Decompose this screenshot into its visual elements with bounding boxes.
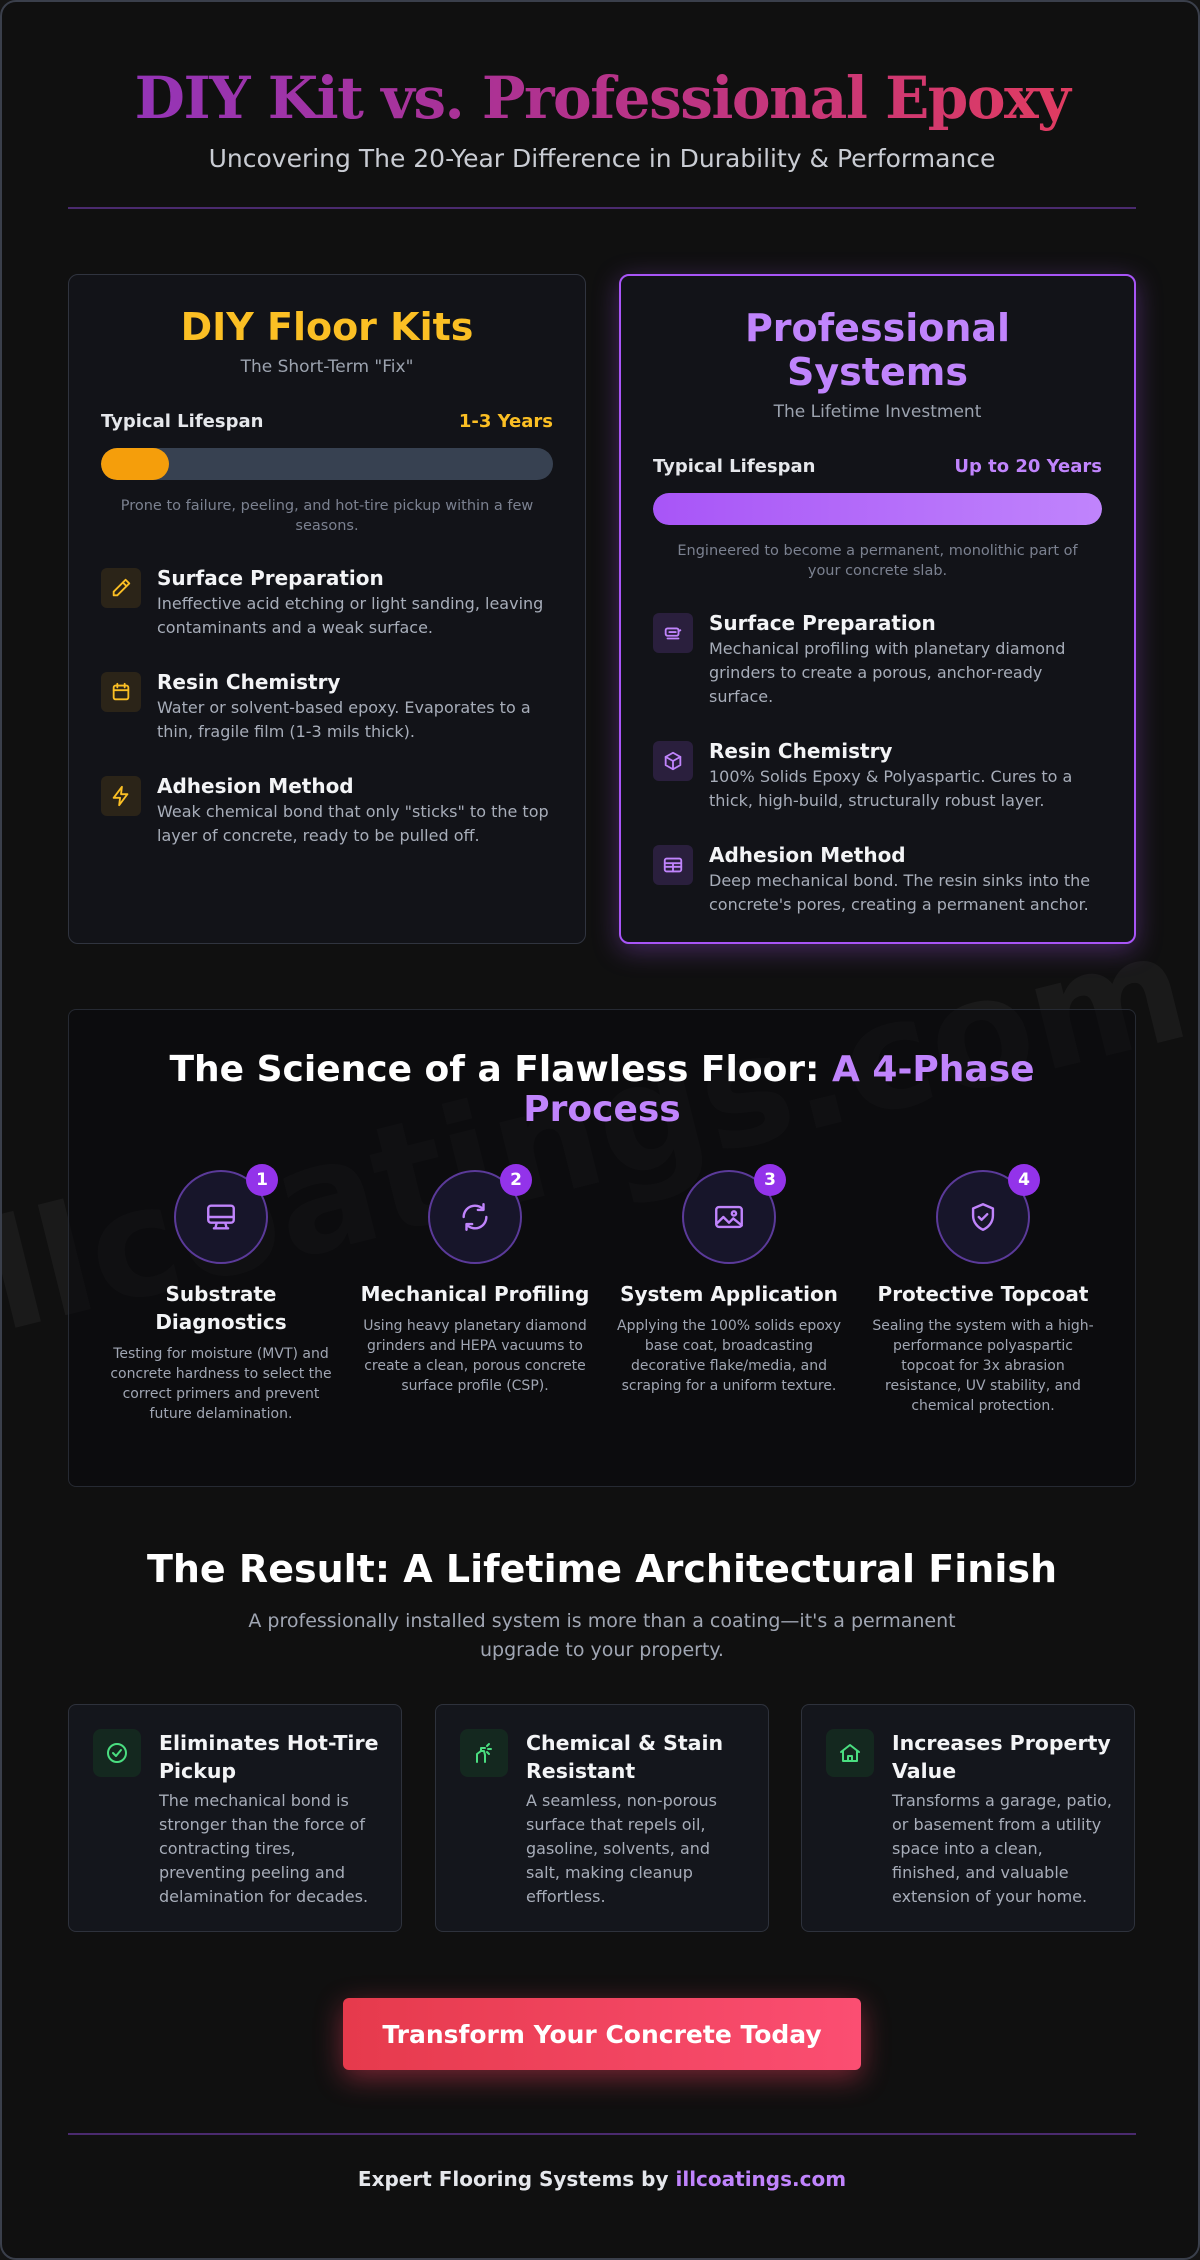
feature-desc: Weak chemical bond that only "sticks" to the top layer of concrete, ready to be pulled off. [157,802,549,845]
footer [2,2167,1200,2191]
diy-lifespan-bar-fill [101,448,169,480]
feature-title: Adhesion Method [157,774,354,798]
feature-title: Surface Preparation [709,611,936,635]
feature-desc: Deep mechanical bond. The resin sinks into the concrete's pores, creating a permanent anchor. [709,871,1091,914]
pro-card-title: Professional Systems [744,306,1011,394]
pro-feature-resin [653,739,1102,813]
step-title: System Application [620,1282,838,1306]
pro-lifespan-bar-fill [653,493,1102,525]
feature-desc: Ineffective acid etching or light sanding, leaving contaminants and a weak surface. [157,594,544,637]
pro-feature-surface-prep [653,611,1102,709]
step-icon-circle [174,1170,268,1264]
diy-card-subtitle: The Short-Term "Fix" [240,357,414,377]
step-title: Mechanical Profiling [360,1282,590,1306]
cube-icon [653,741,693,781]
benefit-title: Eliminates Hot-Tire Pickup [159,1731,379,1783]
benefit-desc: A seamless, non-porous surface that repels oil, gasoline, solvents, and salt, making cleanup effortless. [526,1791,718,1906]
step-title: Substrate Diagnostics [155,1282,287,1334]
header-divider [68,207,1136,209]
footer-prefix: Expert Flooring Systems by [357,2167,676,2191]
diy-lifespan-bar [101,448,553,480]
pro-lifespan-value: Up to 20 Years [954,456,1102,477]
diy-card [68,274,586,944]
feature-desc: 100% Solids Epoxy & Polyaspartic. Cures to a thick, high-build, structurally robust layer. [709,767,1073,810]
feature-title: Surface Preparation [157,566,384,590]
result-title: The Result: A Lifetime Architectural Finish [146,1547,1058,1591]
result-subtitle: A professionally installed system is more than a coating—it's a permanent upgrade to your property. [248,1610,956,1661]
step-number-badge: 2 [500,1164,532,1196]
benefit-card-property-value [801,1704,1135,1932]
step-desc: Using heavy planetary diamond grinders and HEPA vacuums to create a clean, porous concrete surface profile (CSP). [363,1318,587,1394]
benefit-title: Increases Property Value [892,1731,1111,1783]
process-step-4 [868,1170,1098,1416]
diy-feature-surface-prep [101,566,553,640]
diy-lifespan-value: 1-3 Years [458,411,553,432]
diy-lifespan-row [101,411,553,432]
check-circle-icon [93,1729,141,1777]
step-icon-circle [428,1170,522,1264]
pro-lifespan-row [653,456,1102,477]
step-desc: Sealing the system with a high-performance polyaspartic topcoat for 3x abrasion resistance, UV stability, and chemical protection. [872,1318,1094,1414]
process-title-main: The Science of a Flawless Floor: [169,1049,832,1090]
grinder-icon [653,613,693,653]
diy-feature-resin [101,670,553,744]
image-icon [712,1200,746,1234]
page-title: DIY Kit vs. Professional Epoxy [2,64,1200,132]
pro-card-subtitle: The Lifetime Investment [773,402,982,422]
feature-title: Resin Chemistry [709,739,893,763]
feature-title: Resin Chemistry [157,670,341,694]
home-icon [826,1729,874,1777]
step-icon-circle [682,1170,776,1264]
process-step-2 [360,1170,590,1396]
feature-desc: Water or solvent-based epoxy. Evaporates to a thin, fragile film (1-3 mils thick). [157,698,531,741]
process-title-accent: A 4-Phase Process [523,1049,1035,1130]
pro-card [619,274,1136,944]
cta-button[interactable]: Transform Your Concrete Today [343,1998,861,2070]
calendar-icon [101,672,141,712]
process-section [68,1009,1136,1487]
diy-lifespan-note: Prone to failure, peeling, and hot-tire pickup within a few seasons. [120,498,534,534]
diy-lifespan-label: Typical Lifespan [101,411,264,432]
benefit-desc: Transforms a garage, patio, or basement from a utility space into a clean, finished, and valuable extension of your home. [892,1791,1112,1906]
benefit-card-hot-tire [68,1704,402,1932]
pro-lifespan-bar [653,493,1102,525]
refresh-icon [458,1200,492,1234]
footer-brand-link[interactable]: illcoatings.com [675,2167,847,2191]
pro-lifespan-note: Engineered to become a permanent, monolithic part of your concrete slab. [677,543,1078,579]
feature-desc: Mechanical profiling with planetary diamond grinders to create a porous, anchor-ready surface. [709,639,1066,706]
page-subtitle: Uncovering The 20-Year Difference in Durability & Performance [208,144,996,173]
process-step-3 [614,1170,844,1396]
step-title: Protective Topcoat [877,1282,1089,1306]
process-step-1 [106,1170,336,1424]
pro-lifespan-label: Typical Lifespan [653,456,816,477]
layers-icon [653,845,693,885]
pencil-icon [101,568,141,608]
footer-divider [68,2133,1136,2135]
step-icon-circle [936,1170,1030,1264]
diy-feature-adhesion [101,774,553,848]
step-number-badge: 4 [1008,1164,1040,1196]
step-number-badge: 1 [246,1164,278,1196]
lightning-icon [101,776,141,816]
step-desc: Applying the 100% solids epoxy base coat, broadcasting decorative flake/media, and scraping for a uniform texture. [617,1318,841,1394]
monitor-icon [204,1200,238,1234]
spray-icon [460,1729,508,1777]
diy-card-title: DIY Floor Kits [180,305,474,349]
step-desc: Testing for moisture (MVT) and concrete hardness to select the correct primers and prevent future delamination. [110,1346,332,1422]
shield-check-icon [966,1200,1000,1234]
step-number-badge: 3 [754,1164,786,1196]
feature-title: Adhesion Method [709,843,906,867]
benefit-card-chemical [435,1704,769,1932]
pro-feature-adhesion [653,843,1102,917]
benefit-title: Chemical & Stain Resistant [526,1731,724,1783]
benefit-desc: The mechanical bond is stronger than the force of contracting tires, preventing peeling and delamination for decades. [159,1791,369,1906]
process-title [69,1050,1135,1130]
